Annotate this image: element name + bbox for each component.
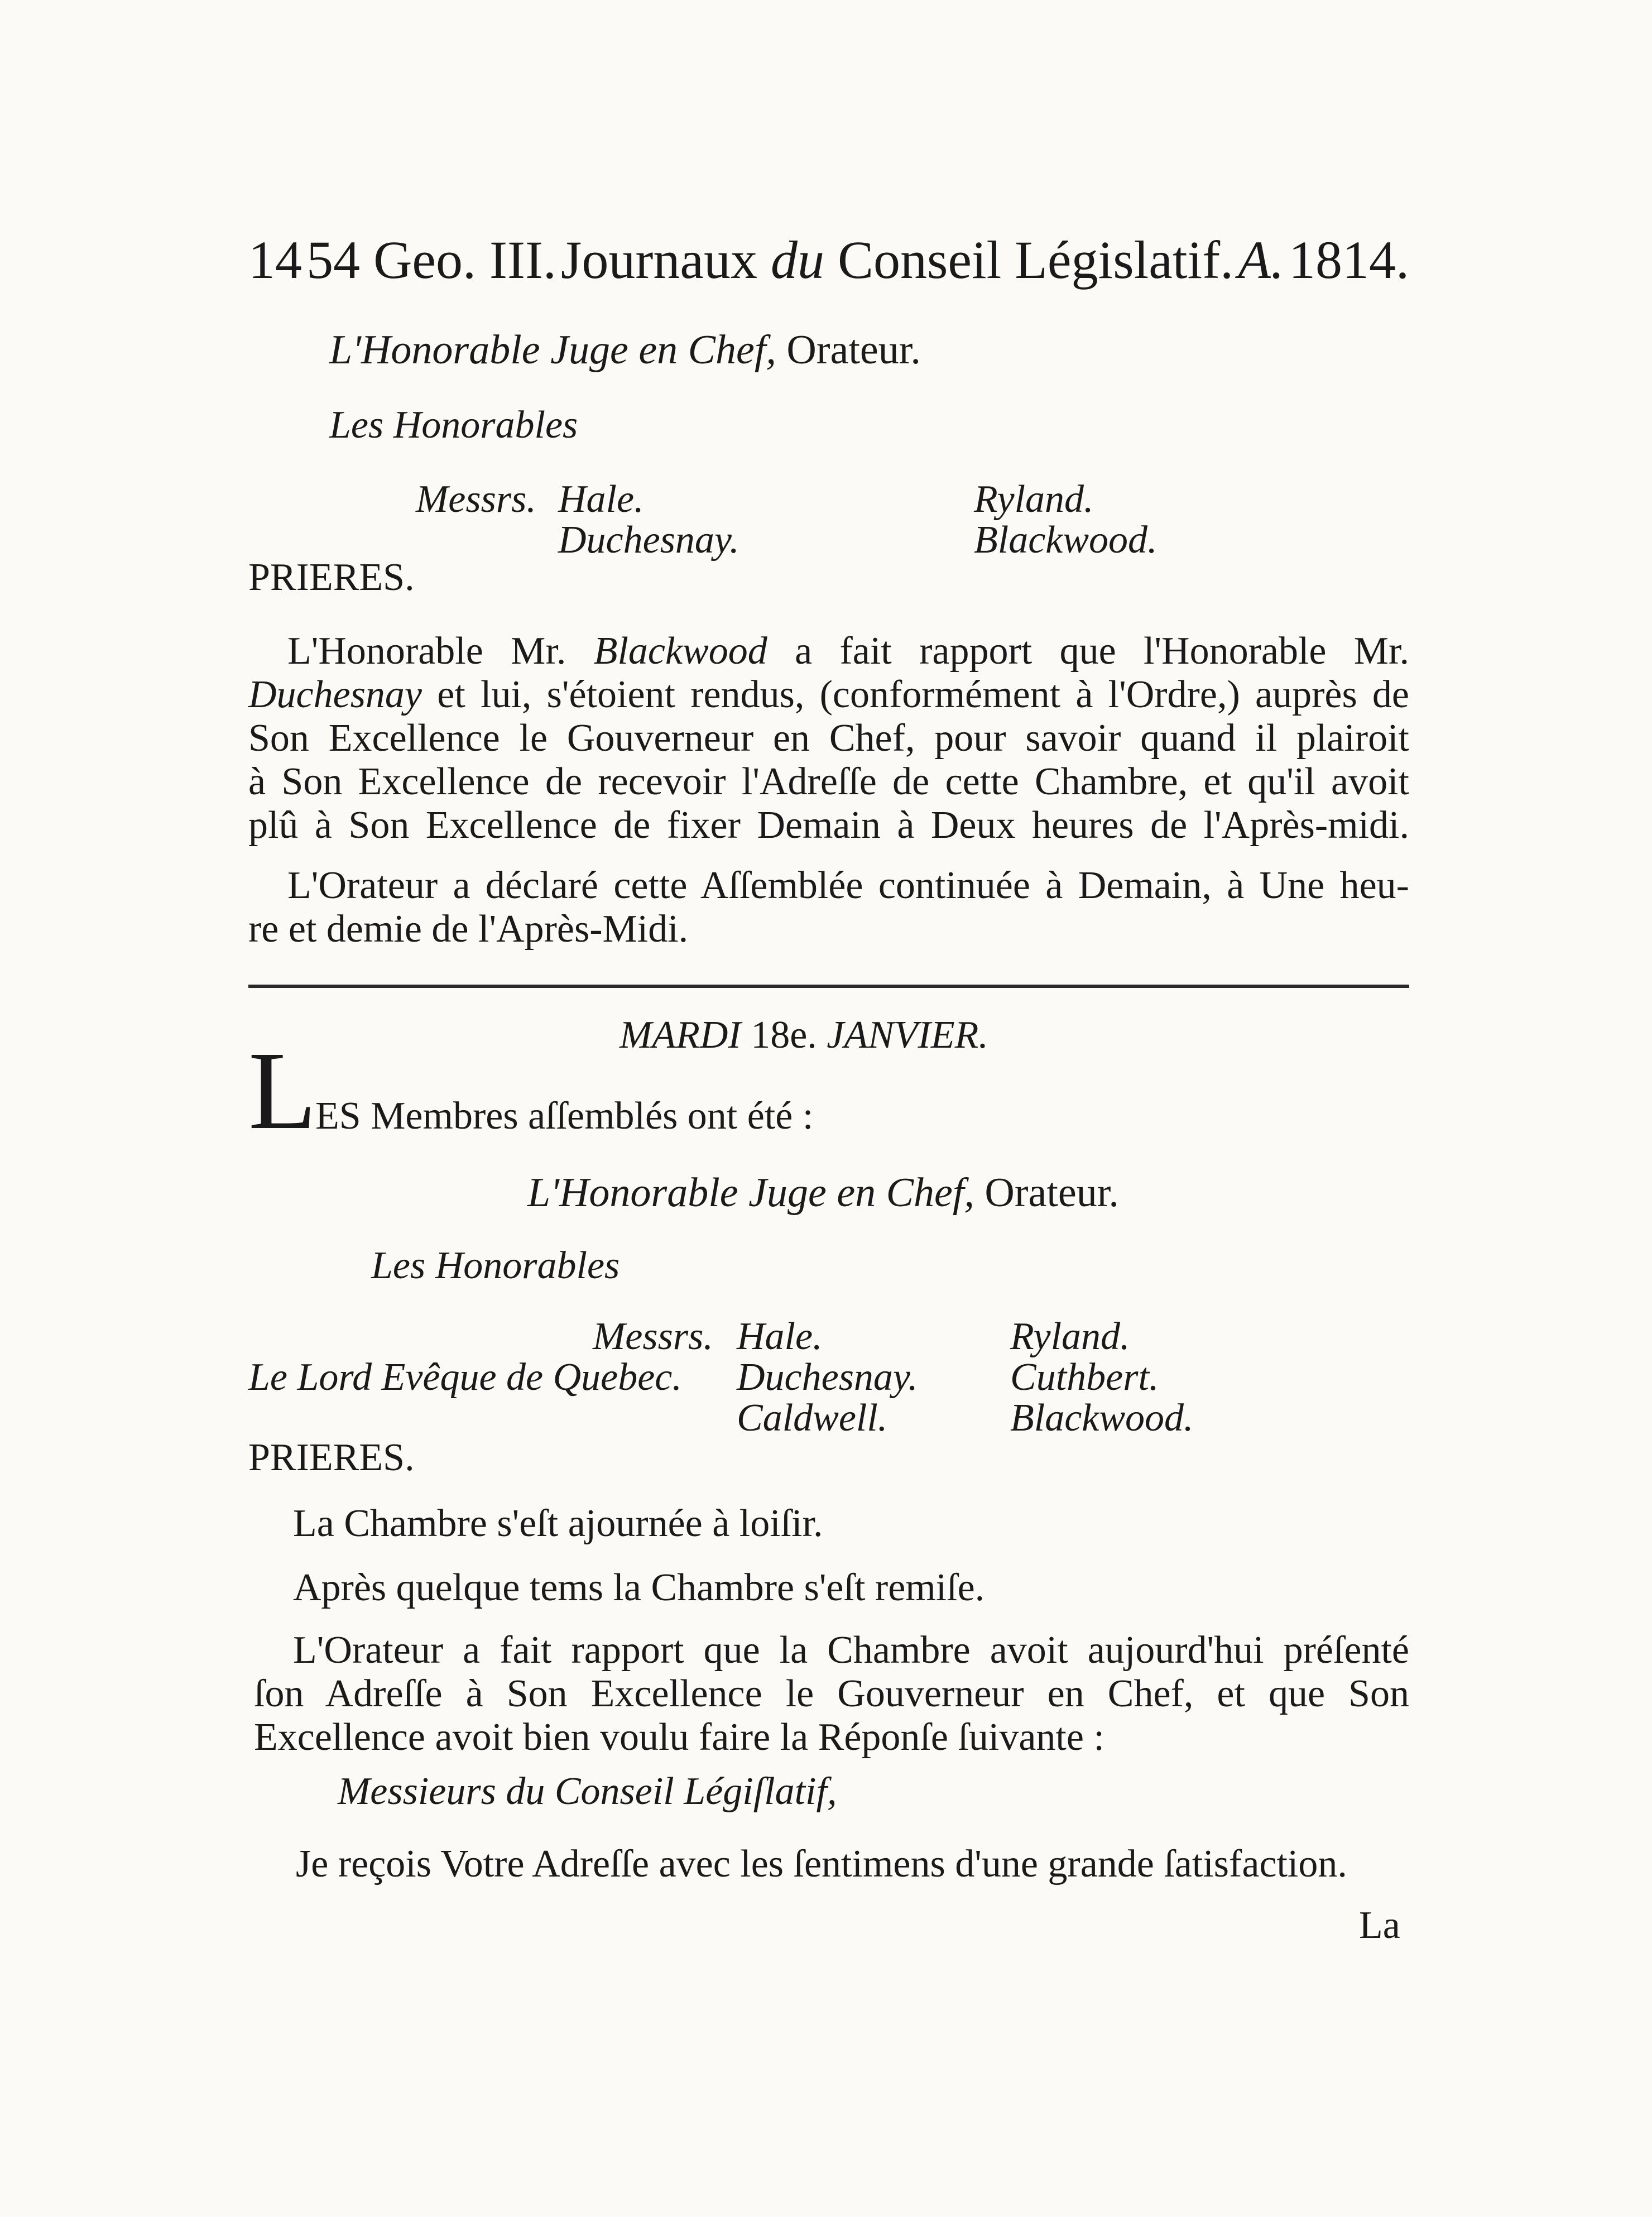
member-name: Ryland. (974, 478, 1094, 521)
paragraph-resume: Après quelque tems la Chambre s'eſt remiſe. (293, 1566, 985, 1609)
header-year: 1814. (1288, 230, 1409, 290)
honorables-label: Les Honorables (371, 1244, 620, 1287)
member-name: Hale. (558, 478, 644, 521)
speaker-line: L'Honorable Juge en Chef, Orateur. (329, 327, 921, 373)
report-paragraph: L'Honorable Mr. Blackwood a fait rapport que l'Honorable Mr. Duchesnay et lui, s'étoient rendus, (conformément à l'Ordre,) auprès de Son Excellence le Gouverneur en Chef, pour savoir quand il plairoit à Son Excellence de recevoir l'Adreſſe de cette Chambre, et qu'il avoit plû à Son Excellence de fixer Demain à Deux heures de l'Après-midi. (248, 630, 1410, 847)
member-name: Cuthbert. (1010, 1356, 1159, 1399)
running-header (248, 229, 1409, 291)
speaker-line: L'Honorable Juge en Chef, Orateur. (527, 1170, 1119, 1216)
regnal-year: 54 Geo. III. (306, 230, 556, 290)
honorables-label: Les Honorables (329, 404, 578, 447)
catchword: La (1359, 1904, 1400, 1947)
member-name: Duchesnay. (558, 519, 739, 562)
reply-text: Je reçois Votre Adreſſe avec les ſentimens d'une grande ſatisfaction. (296, 1842, 1347, 1885)
member-name: Hale. (737, 1315, 823, 1358)
section-divider (248, 985, 1409, 988)
bishop-line: Le Lord Evêque de Quebec. (248, 1356, 682, 1399)
prieres-heading: PRIERES. (248, 1436, 415, 1479)
member-name: Ryland. (1010, 1315, 1130, 1358)
reply-report-paragraph: L'Orateur a fait rapport que la Chambre avoit aujourd'hui préſenté ſon Adreſſe à Son Excellence le Gouverneur en Chef, et que Son Excellence avoit bien voulu faire la Réponſe ſuivante : (254, 1629, 1409, 1759)
member-name: Blackwood. (1010, 1397, 1194, 1439)
date-heading: MARDI 18e. JANVIER. (620, 1014, 988, 1057)
adjournment-paragraph: L'Orateur a déclaré cette Aſſemblée continuée à Demain, à Une heu- re et demie de l'Après-Midi. (248, 864, 1409, 951)
salutation: Messieurs du Conseil Légiſlatif, (338, 1770, 837, 1813)
prieres-heading: PRIERES. (248, 556, 415, 599)
messrs-label: Messrs. (416, 478, 536, 521)
members-line: ES Membres aſſemblés ont été : (315, 1095, 814, 1138)
anno-label: A. (1238, 230, 1284, 290)
paragraph-adjourn: La Chambre s'eſt ajournée à loiſir. (293, 1502, 823, 1545)
member-name: Caldwell. (737, 1397, 888, 1439)
drop-cap: L (248, 1029, 317, 1153)
journal-title: Journaux du Conseil Législatif. (561, 230, 1234, 290)
page-number: 14 (248, 230, 302, 290)
member-name: Duchesnay. (737, 1356, 918, 1399)
messrs-label: Messrs. (593, 1315, 713, 1358)
member-name: Blackwood. (974, 519, 1158, 562)
